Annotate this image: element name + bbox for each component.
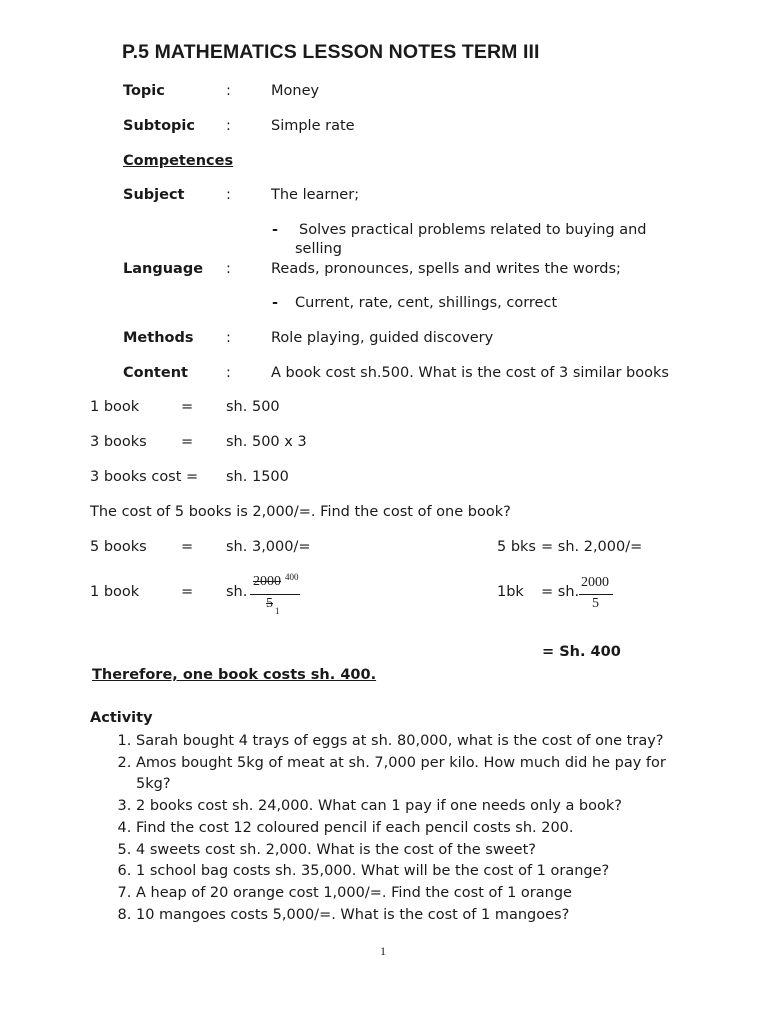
language-label: Language	[123, 261, 204, 277]
ex2-row2-left: 1 book	[90, 584, 140, 600]
ex2-alt-row1-right: = sh. 2,000/=	[541, 539, 643, 555]
subject-label: Subject	[123, 187, 185, 203]
crossed-fraction	[250, 574, 302, 618]
subtopic-label: Subtopic	[123, 118, 195, 134]
activity-item: 4. Find the cost 12 coloured pencil if each pencil costs sh. 200.	[136, 818, 696, 840]
plain-fraction-numerator: 2000	[581, 575, 609, 590]
plain-fraction	[579, 575, 615, 615]
ex2-row1-right: sh. 3,000/=	[226, 539, 311, 555]
plain-fraction-denominator: 5	[592, 596, 599, 611]
denominator-cancel-result: 1	[275, 606, 280, 616]
activity-item: 8. 10 mangoes costs 5,000/=. What is the cost of 1 mangoes?	[136, 905, 696, 927]
methods-sep: :	[226, 330, 231, 346]
content-sep: :	[226, 365, 231, 381]
subject-bullet-line1: Solves practical problems related to buying and	[299, 222, 647, 238]
ex2-row1-eq: =	[181, 539, 194, 555]
methods-label: Methods	[123, 330, 194, 346]
ex2-alt-row2-prefix: = sh.	[541, 584, 580, 600]
fraction-denominator: 5	[266, 596, 273, 611]
ex1-row3-left: 3 books cost =	[90, 469, 199, 485]
activity-item: 5. 4 sweets cost sh. 2,000. What is the cost of the sweet?	[136, 840, 696, 862]
activity-item: 1. Sarah bought 4 trays of eggs at sh. 80,000, what is the cost of one tray?	[136, 731, 696, 753]
activity-item: 7. A heap of 20 orange cost 1,000/=. Find the cost of 1 orange	[136, 883, 696, 905]
language-sep: :	[226, 261, 231, 277]
ex1-row2-left: 3 books	[90, 434, 147, 450]
ex2-result: = Sh. 400	[542, 644, 621, 660]
fraction-bar	[250, 594, 300, 595]
ex2-alt-row2-left: 1bk	[497, 584, 524, 600]
ex2-alt-row1-left: 5 bks	[497, 539, 536, 555]
competences-heading: Competences	[123, 153, 234, 169]
ex2-conclusion: Therefore, one book costs sh. 400.	[92, 667, 377, 683]
ex1-row2-right: sh. 500 x 3	[226, 434, 307, 450]
topic-value: Money	[271, 83, 320, 99]
methods-value: Role playing, guided discovery	[271, 330, 494, 346]
language-bullet-dash: -	[272, 295, 279, 311]
fraction-numerator: 2000	[253, 574, 281, 589]
subject-value: The learner;	[271, 187, 360, 203]
activity-list	[112, 731, 696, 926]
subtopic-value: Simple rate	[271, 118, 355, 134]
plain-fraction-bar	[579, 594, 613, 595]
numerator-cancel-result: 400	[285, 572, 299, 582]
activity-item: 2. Amos bought 5kg of meat at sh. 7,000 per kilo. How much did he pay for 5kg?	[136, 753, 696, 796]
ex2-row2-eq: =	[181, 584, 194, 600]
activity-heading: Activity	[90, 710, 153, 726]
ex2-question: The cost of 5 books is 2,000/=. Find the cost of one book?	[90, 504, 511, 520]
page-number: 1	[380, 944, 386, 958]
activity-item: 3. 2 books cost sh. 24,000. What can 1 pay if one needs only a book?	[136, 796, 696, 818]
ex2-row1-left: 5 books	[90, 539, 147, 555]
ex1-row1-eq: =	[181, 399, 194, 415]
subject-bullet-dash: -	[272, 222, 279, 238]
activity-item: 6. 1 school bag costs sh. 35,000. What will be the cost of 1 orange?	[136, 861, 696, 883]
topic-label: Topic	[123, 83, 165, 99]
subject-sep: :	[226, 187, 231, 203]
ex1-row1-right: sh. 500	[226, 399, 280, 415]
content-value: A book cost sh.500. What is the cost of 3 similar books	[271, 365, 669, 381]
ex1-row1-left: 1 book	[90, 399, 140, 415]
content-label: Content	[123, 365, 188, 381]
ex1-row2-eq: =	[181, 434, 194, 450]
subject-bullet-line2: selling	[295, 241, 342, 257]
language-bullet-text: Current, rate, cent, shillings, correct	[295, 295, 558, 311]
ex2-row2-prefix: sh.	[226, 584, 248, 600]
topic-sep: :	[226, 83, 231, 99]
page-title: P.5 MATHEMATICS LESSON NOTES TERM III	[122, 41, 540, 63]
subtopic-sep: :	[226, 118, 231, 134]
ex1-row3-right: sh. 1500	[226, 469, 289, 485]
language-value: Reads, pronounces, spells and writes the words;	[271, 261, 621, 277]
